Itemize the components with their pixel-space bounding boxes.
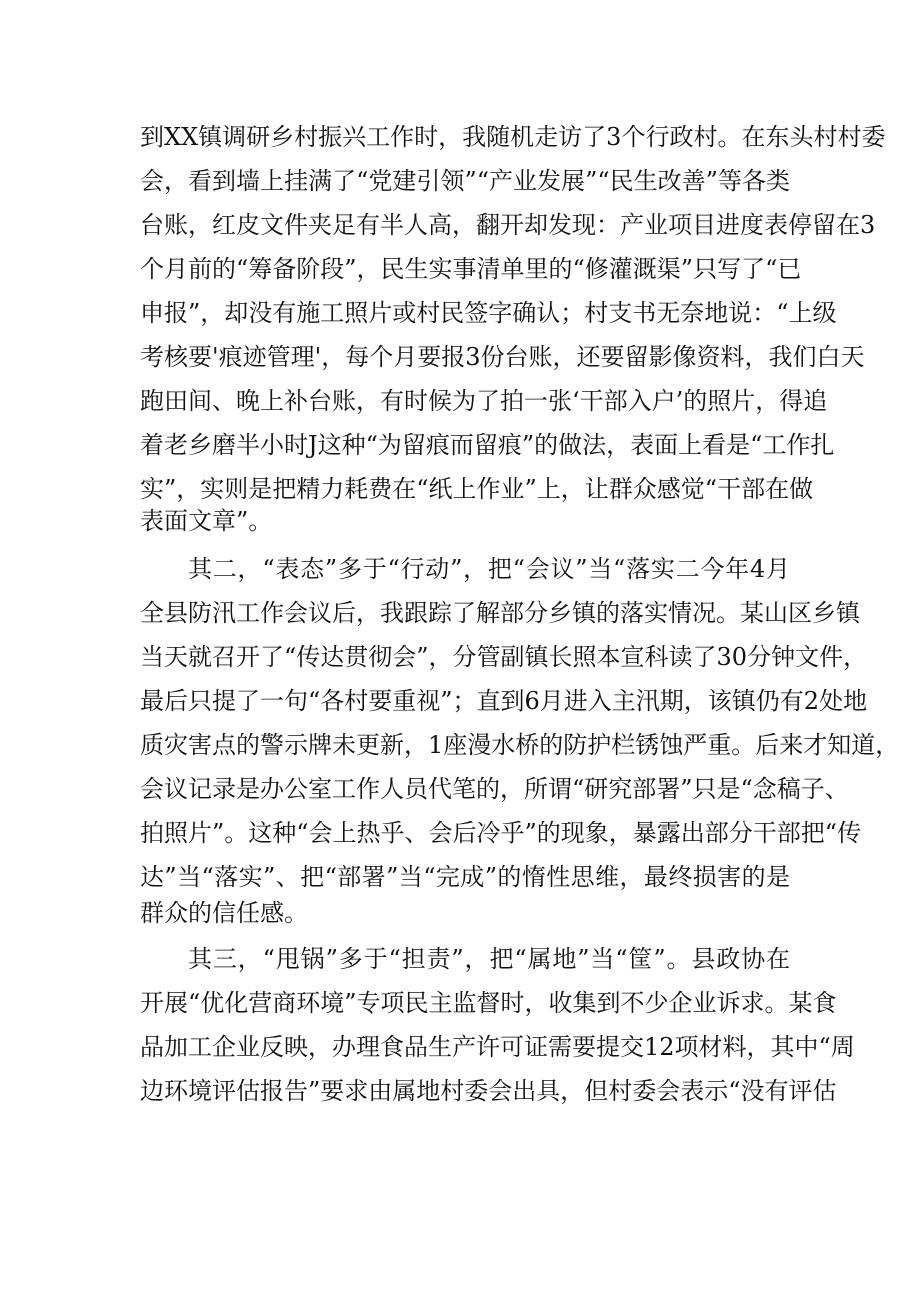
- paragraph-1-line-5: 申报”，却没有施工照片或村民签字确认；村支书无奈地说：“上级: [140, 299, 837, 327]
- paragraph-1-line-8: 着老乡磨半小时J这种“为留痕而留痕”的做法，表面上看是“工作扎: [140, 431, 835, 459]
- paragraph-2-line-3: 当天就召开了“传达贯彻会”，分管副镇长照本宣科读了30分钟文件，: [140, 643, 868, 671]
- paragraph-2-line-5: 质灾害点的警示牌未更新，1座漫水桥的防护栏锈蚀严重。后来才知道，: [140, 731, 900, 759]
- paragraph-2-line-4: 最后只提了一句“各村要重视”；直到6月进入主汛期，该镇仍有2处地: [140, 687, 868, 715]
- paragraph-1-line-10: 表面文章”。: [140, 507, 273, 535]
- paragraph-2-line-7: 拍照片”。这种“会上热乎、会后冷乎”的现象，暴露出部分干部把“传: [140, 819, 862, 847]
- paragraph-1-line-3: 台账，红皮文件夹足有半人高，翻开却发现：产业项目进度表停留在3: [140, 211, 876, 239]
- paragraph-3-line-2: 开展“优化营商环境”专项民主监督时，收集到不少企业诉求。某食: [140, 989, 837, 1017]
- paragraph-2-line-1: 其二，“表态”多于“行动”，把“会议”当“落实二今年4月: [188, 555, 790, 583]
- paragraph-2-line-2: 全县防汛工作会议后，我跟踪了解部分乡镇的落实情况。某山区乡镇: [140, 599, 860, 627]
- paragraph-2-line-8: 达”当“落实”、把“部署”当“完成”的惰性思维，最终损害的是: [140, 863, 790, 891]
- paragraph-3-line-4: 边环境评估报告”要求由属地村委会出具，但村委会表示“没有评估: [140, 1077, 837, 1105]
- paragraph-1-line-1: 到XX镇调研乡村振兴工作时，我随机走访了3个行政村。在东头村村委: [140, 123, 886, 151]
- paragraph-3-line-1: 其三，“甩锅”多于“担责”，把“属地”当“筐”。县政协在: [188, 945, 790, 973]
- paragraph-3-line-3: 品加工企业反映，办理食品生产许可证需要提交12项材料，其中“周: [140, 1033, 855, 1061]
- paragraph-1-line-9: 实”，实则是把精力耗费在“纸上作业”上，让群众感觉“干部在做: [140, 475, 814, 503]
- paragraph-1-line-7: 跑田间、晚上补台账，有时候为了拍一张‘干部入户’的照片，得追: [140, 387, 828, 415]
- paragraph-1-line-6: 考核要'痕迹管理'，每个月要报3份台账，还要留影像资料，我们白天: [140, 343, 865, 371]
- paragraph-1-line-4: 个月前的“筹备阶段”，民生实事清单里的“修灌溉渠”只写了“已: [140, 255, 802, 283]
- paragraph-2-line-6: 会议记录是办公室工作人员代笔的，所谓“研究部署”只是“念稿子、: [140, 775, 849, 803]
- paragraph-2-line-9: 群众的信任感。: [140, 899, 308, 927]
- paragraph-1-line-2: 会，看到墙上挂满了“党建引领”“产业发展”“民生改善”等各类: [140, 167, 790, 195]
